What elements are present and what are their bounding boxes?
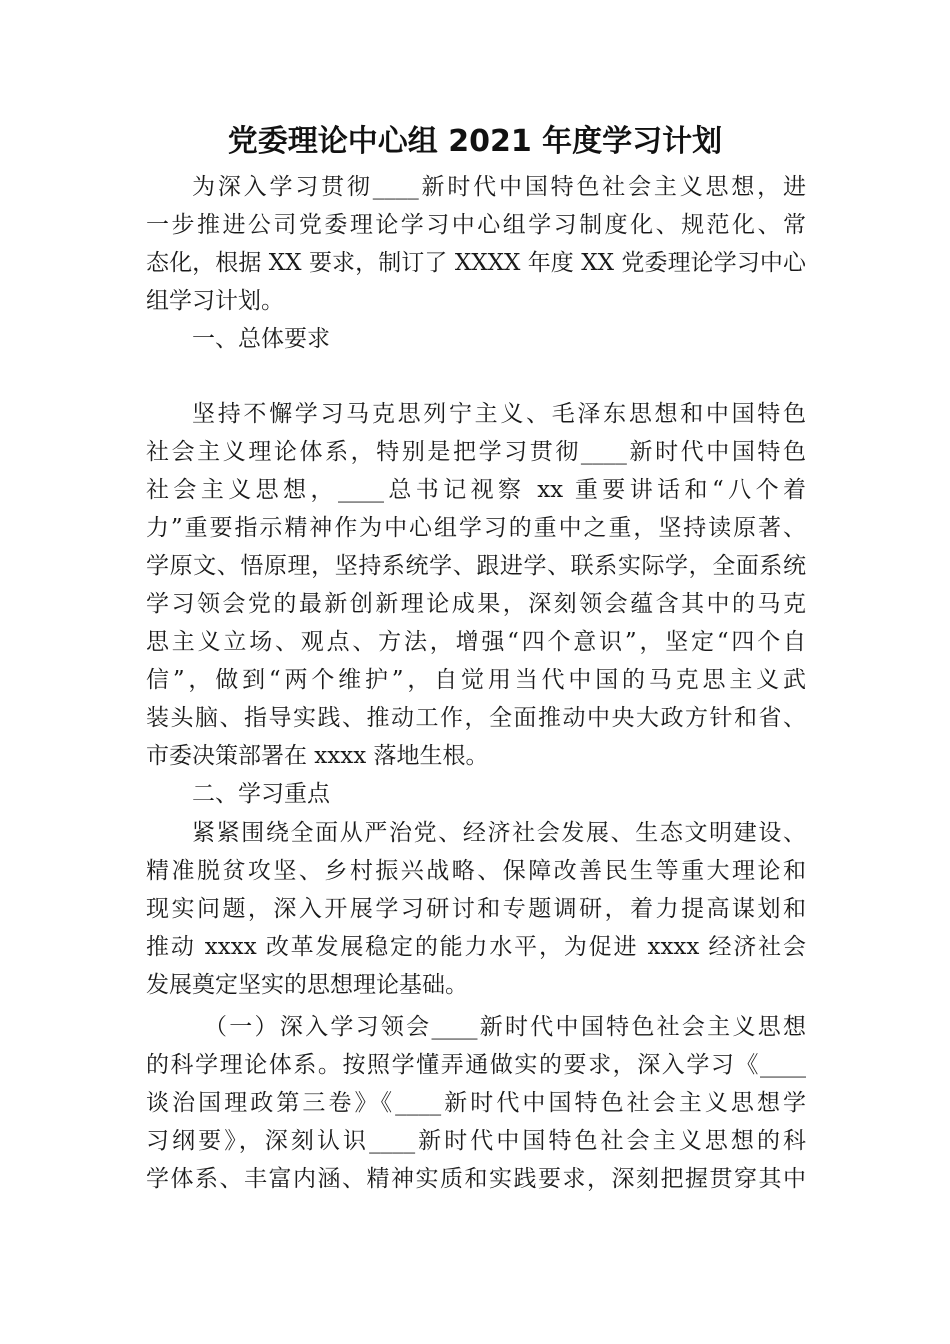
text-line: 学原文、悟原理，坚持系统学、跟进学、联系实际学，全面系统 — [146, 553, 806, 579]
text-line: 现实问题，深入开展学习研讨和专题调研，着力提高谋划和 — [146, 896, 806, 922]
document-title: 党委理论中心组 2021 年度学习计划 — [227, 124, 723, 159]
text-line: 学体系、丰富内涵、精神实质和实践要求，深刻把握贯穿其中 — [146, 1166, 806, 1192]
section-heading-overall — [146, 320, 806, 358]
text-line: 发展奠定坚实的思想理论基础。 — [146, 972, 468, 998]
subsection1-paragraph — [146, 1008, 806, 1198]
text-line: 力”重要指示精神作为中心组学习的重中之重，坚持读原著、 — [146, 515, 806, 541]
text-line: 学习领会党的最新创新理论成果，深刻领会蕴含其中的马克 — [146, 591, 806, 617]
text-line: 市委决策部署在 xxxx 落地生根。 — [146, 743, 489, 769]
text-line: 推动 xxxx 改革发展稳定的能力水平，为促进 xxxx 经济社会 — [146, 934, 806, 960]
text-line: 装头脑、指导实践、推动工作，全面推动中央大政方针和省、 — [146, 705, 806, 731]
text-line: 态化，根据 XX 要求，制订了 XXXX 年度 XX 党委理论学习中心 — [146, 250, 806, 276]
text-line: 一步推进公司党委理论学习中心组学习制度化、规范化、常 — [146, 212, 806, 238]
section-heading-focus — [146, 775, 806, 813]
text-line: （一）深入学习领会____新时代中国特色社会主义思想 — [204, 1014, 806, 1040]
text-line: 精准脱贫攻坚、乡村振兴战略、保障改善民生等重大理论和 — [146, 858, 806, 884]
section-heading: 一、总体要求 — [192, 326, 330, 352]
text-line: 社会主义理论体系，特别是把学习贯彻____新时代中国特色 — [146, 439, 806, 465]
section-heading: 二、学习重点 — [192, 781, 330, 807]
text-line: 为深入学习贯彻____新时代中国特色社会主义思想，进 — [192, 174, 806, 200]
section1-paragraph — [146, 395, 806, 775]
intro-paragraph — [146, 168, 806, 320]
text-line: 习纲要》，深刻认识____新时代中国特色社会主义思想的科 — [146, 1128, 806, 1154]
text-line: 社会主义思想，____总书记视察 xx 重要讲话和“八个着 — [146, 477, 806, 503]
text-line: 谈治国理政第三卷》《____新时代中国特色社会主义思想学 — [146, 1090, 806, 1116]
text-line: 紧紧围绕全面从严治党、经济社会发展、生态文明建设、 — [192, 820, 806, 846]
section2-paragraph — [146, 814, 806, 1004]
text-line: 坚持不懈学习马克思列宁主义、毛泽东思想和中国特色 — [192, 401, 806, 427]
text-line: 思主义立场、观点、方法，增强“四个意识”，坚定“四个自 — [146, 629, 806, 655]
text-line: 组学习计划。 — [146, 288, 284, 314]
text-line: 的科学理论体系。按照学懂弄通做实的要求，深入学习《____ — [146, 1052, 806, 1078]
text-line: 信”，做到“两个维护”，自觉用当代中国的马克思主义武 — [146, 667, 806, 693]
